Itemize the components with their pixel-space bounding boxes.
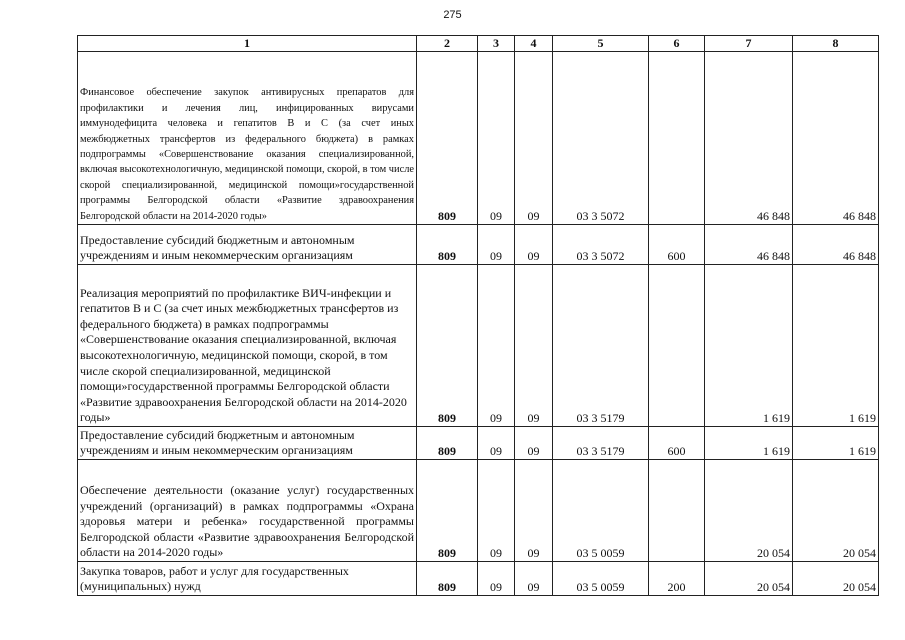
column-header-3: 3	[478, 36, 515, 52]
amount-col8: 1 619	[793, 265, 879, 427]
target-article: 03 5 0059	[553, 562, 649, 596]
row-description: Предоставление субсидий бюджетным и автономным учреждениям и иным некоммерческим организациям	[78, 225, 417, 265]
table-row	[78, 265, 879, 427]
table-row	[78, 562, 879, 596]
amount-col7: 1 619	[705, 265, 793, 427]
column-header-7: 7	[705, 36, 793, 52]
subsection-code: 09	[515, 562, 553, 596]
section-code: 09	[478, 562, 515, 596]
amount-col7: 46 848	[705, 225, 793, 265]
amount-col8: 46 848	[793, 52, 879, 225]
subsection-code: 09	[515, 427, 553, 460]
target-article: 03 3 5072	[553, 225, 649, 265]
table-row	[78, 52, 879, 225]
row-description: Предоставление субсидий бюджетным и автономным учреждениям и иным некоммерческим организациям	[78, 427, 417, 460]
budget-table	[77, 35, 879, 596]
amount-col7: 46 848	[705, 52, 793, 225]
ministry-code: 809	[417, 460, 478, 562]
expense-kind	[649, 265, 705, 427]
row-description: Закупка товаров, работ и услуг для государственных (муниципальных) нужд	[78, 562, 417, 596]
column-header-6: 6	[649, 36, 705, 52]
expense-kind: 600	[649, 427, 705, 460]
amount-col8: 1 619	[793, 427, 879, 460]
subsection-code: 09	[515, 52, 553, 225]
section-code: 09	[478, 225, 515, 265]
target-article: 03 5 0059	[553, 460, 649, 562]
ministry-code: 809	[417, 52, 478, 225]
expense-kind: 200	[649, 562, 705, 596]
ministry-code: 809	[417, 562, 478, 596]
amount-col7: 20 054	[705, 562, 793, 596]
row-description: Реализация мероприятий по профилактике ВИЧ-инфекции и гепатитов В и С (за счет иных межбюджетных трансфертов из федерального бюджета) в рамках подпрограммы «Совершенствование оказания специализированной, включая высокотехнологичную, медицинской помощи, скорой, в том числе скорой специализированной, медицинской помощи»государственной программы Белгородской области «Развитие здравоохранения Белгородской области на 2014-2020 годы»	[78, 265, 417, 427]
subsection-code: 09	[515, 460, 553, 562]
expense-kind	[649, 52, 705, 225]
section-code: 09	[478, 427, 515, 460]
amount-col8: 20 054	[793, 460, 879, 562]
amount-col8: 20 054	[793, 562, 879, 596]
expense-kind	[649, 460, 705, 562]
column-header-4: 4	[515, 36, 553, 52]
column-header-8: 8	[793, 36, 879, 52]
target-article: 03 3 5179	[553, 265, 649, 427]
amount-col8: 46 848	[793, 225, 879, 265]
amount-col7: 20 054	[705, 460, 793, 562]
target-article: 03 3 5072	[553, 52, 649, 225]
ministry-code: 809	[417, 265, 478, 427]
row-description: Финансовое обеспечение закупок антивирусных препаратов для профилактики и лечения лиц, инфицированных вирусами иммунодефицита человека и гепатитов В и С (за счет иных межбюджетных трансфертов из федерального бюджета) в рамках подпрограммы «Совершенствование оказания специализированной, включая высокотехнологичную, медицинской помощи, скорой, в том числе скорой специализированной, медицинской помощи»государственной программы Белгородской области «Развитие здравоохранения Белгородской области на 2014-2020 годы»	[78, 52, 417, 225]
target-article: 03 3 5179	[553, 427, 649, 460]
row-description: Обеспечение деятельности (оказание услуг) государственных учреждений (организаций) в рамках подпрограммы «Охрана здоровья матери и ребенка» государственной программы Белгородской области «Развитие здравоохранения Белгородской области на 2014-2020 годы»	[78, 460, 417, 562]
ministry-code: 809	[417, 225, 478, 265]
column-header-2: 2	[417, 36, 478, 52]
section-code: 09	[478, 265, 515, 427]
section-code: 09	[478, 52, 515, 225]
expense-kind: 600	[649, 225, 705, 265]
table-row	[78, 460, 879, 562]
page-number: 275	[443, 9, 462, 21]
amount-col7: 1 619	[705, 427, 793, 460]
section-code: 09	[478, 460, 515, 562]
table-row	[78, 225, 879, 265]
table-row	[78, 427, 879, 460]
ministry-code: 809	[417, 427, 478, 460]
column-header-1: 1	[78, 36, 417, 52]
subsection-code: 09	[515, 265, 553, 427]
header-row	[78, 36, 879, 52]
column-header-5: 5	[553, 36, 649, 52]
subsection-code: 09	[515, 225, 553, 265]
